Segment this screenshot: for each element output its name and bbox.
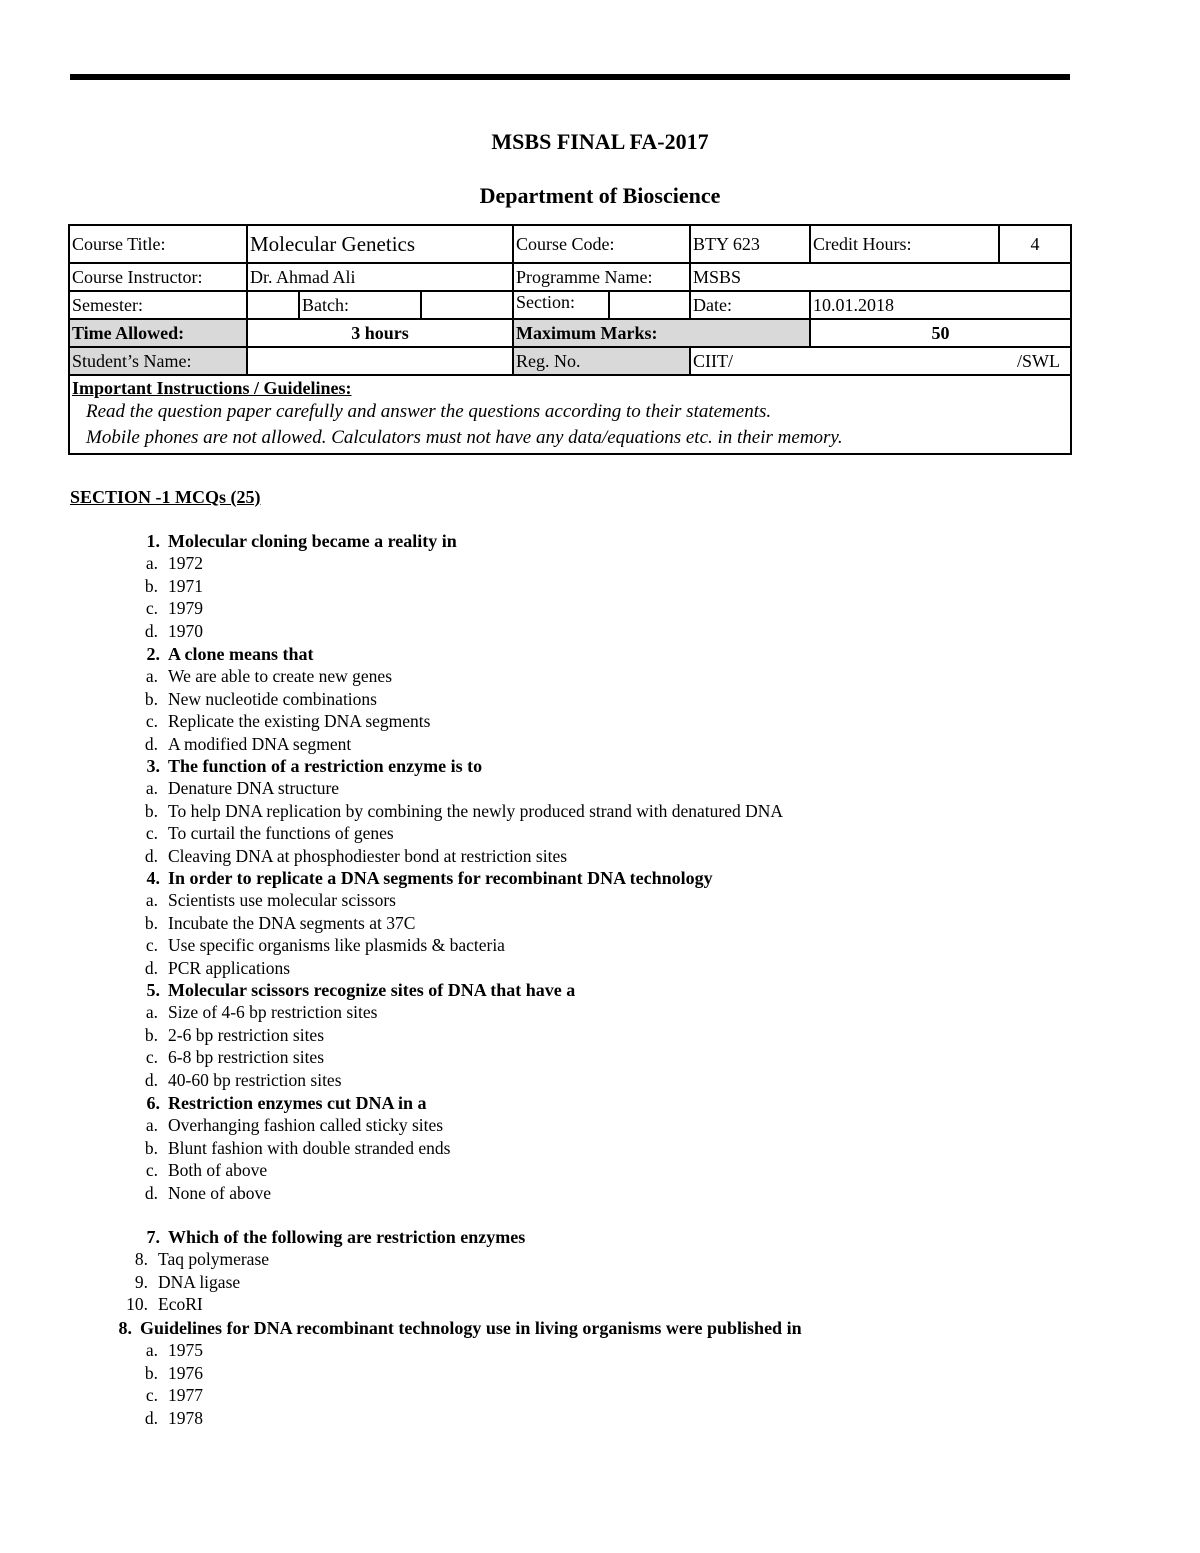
question-7 [124, 1227, 525, 1248]
question-number: 6. [146, 1093, 160, 1113]
section-heading: SECTION -1 MCQs (25) [70, 487, 261, 507]
question-text: The function of a restriction enzyme is to [168, 756, 483, 776]
time-allowed-label: Time Allowed: [69, 319, 247, 347]
option-label: d. [144, 1182, 158, 1203]
answer-option[interactable] [130, 1340, 203, 1361]
option-text: 1979 [168, 598, 203, 619]
option-text: To help DNA replication by combining the newly produced strand with denatured DNA [168, 800, 784, 821]
option-label: 8. [134, 1249, 148, 1269]
answer-option[interactable] [130, 1183, 271, 1204]
course-code-value: BTY 623 [690, 225, 810, 263]
option-text: Overhanging fashion called sticky sites [168, 1115, 444, 1135]
question-number: 7. [146, 1227, 160, 1247]
question-number: 4. [146, 868, 160, 888]
question-8 [96, 1318, 802, 1339]
answer-option[interactable] [130, 1047, 324, 1068]
option-label: a. [145, 1340, 158, 1360]
instructions-box [69, 375, 1071, 454]
question-text: In order to replicate a DNA segments for recombinant DNA technology [168, 868, 713, 888]
option-text: 2-6 bp restriction sites [168, 1024, 325, 1045]
question-number: 2. [146, 644, 160, 664]
question-text: Restriction enzymes cut DNA in a [168, 1093, 427, 1113]
semester-label: Semester: [69, 291, 247, 319]
instructions-heading: Important Instructions / Guidelines: [72, 378, 352, 398]
option-text: To curtail the functions of genes [168, 823, 394, 844]
answer-option[interactable] [130, 689, 377, 710]
option-text: 1970 [168, 620, 203, 641]
date-value: 10.01.2018 [810, 291, 1071, 319]
answer-option[interactable] [120, 1249, 269, 1270]
option-label: b. [144, 800, 158, 821]
option-label: c. [145, 1047, 158, 1068]
reg-no-suffix: /SWL [1017, 350, 1061, 371]
reg-no-prefix: CIIT/ [693, 350, 734, 371]
option-label: d. [144, 733, 158, 754]
instructor-value: Dr. Ahmad Ali [247, 263, 513, 291]
answer-option[interactable] [130, 576, 203, 597]
option-label: c. [145, 711, 158, 732]
question-number: 8. [118, 1318, 132, 1338]
option-text: Cleaving DNA at phosphodiester bond at restriction sites [168, 845, 568, 866]
section-label: Section: [514, 292, 610, 318]
option-text: DNA ligase [158, 1271, 241, 1292]
option-text: Blunt fashion with double stranded ends [168, 1137, 451, 1158]
question-number: 1. [146, 531, 160, 551]
course-code-label: Course Code: [513, 225, 690, 263]
option-text: 40-60 bp restriction sites [168, 1069, 342, 1090]
option-label: b. [144, 912, 158, 933]
question-text: Molecular scissors recognize sites of DNA that have a [168, 980, 576, 1000]
option-label: d. [144, 1407, 158, 1428]
option-text: Scientists use molecular scissors [168, 890, 396, 910]
question-6 [124, 1093, 426, 1114]
programme-label: Programme Name: [513, 263, 690, 291]
section-value[interactable] [610, 292, 689, 318]
date-label: Date: [690, 291, 810, 319]
answer-option[interactable] [130, 913, 415, 934]
option-text: 6-8 bp restriction sites [168, 1047, 325, 1068]
option-text: Size of 4-6 bp restriction sites [168, 1002, 378, 1022]
option-label: b. [144, 575, 158, 596]
programme-value: MSBS [690, 263, 1071, 291]
batch-label: Batch: [299, 291, 421, 319]
answer-option[interactable] [130, 666, 392, 687]
semester-value[interactable] [247, 291, 299, 319]
question-5 [124, 980, 575, 1001]
course-title-value: Molecular Genetics [247, 225, 513, 263]
option-label: d. [144, 957, 158, 978]
department-title: Department of Bioscience [479, 183, 721, 208]
answer-option[interactable] [130, 958, 290, 979]
answer-option[interactable] [130, 621, 203, 642]
option-label: a. [145, 1002, 158, 1022]
option-label: d. [144, 1069, 158, 1090]
option-label: b. [144, 1137, 158, 1158]
answer-option[interactable] [130, 1002, 377, 1023]
answer-option[interactable] [130, 598, 203, 619]
question-4 [124, 868, 713, 889]
instruction-line: Mobile phones are not allowed. Calculators must not have any data/equations etc. in their memory. [86, 427, 843, 448]
option-label: b. [144, 1362, 158, 1383]
option-text: Taq polymerase [158, 1249, 270, 1269]
answer-option[interactable] [130, 1363, 203, 1384]
option-text: We are able to create new genes [168, 666, 393, 686]
instruction-line: Read the question paper carefully and answer the questions according to their statements. [86, 401, 772, 422]
answer-option[interactable] [130, 711, 430, 732]
student-name-value[interactable] [247, 347, 513, 375]
option-text: Use specific organisms like plasmids & bacteria [168, 935, 505, 956]
option-text: Denature DNA structure [168, 778, 340, 798]
option-label: c. [145, 823, 158, 844]
course-title-label: Course Title: [69, 225, 247, 263]
answer-option[interactable] [130, 890, 396, 911]
option-label: a. [145, 778, 158, 798]
max-marks-label: Maximum Marks: [513, 319, 810, 347]
option-label: c. [145, 598, 158, 619]
option-text: 1975 [168, 1340, 203, 1360]
option-text: EcoRI [158, 1294, 203, 1315]
answer-option[interactable] [120, 1272, 240, 1293]
max-marks-value: 50 [810, 319, 1071, 347]
answer-option[interactable] [130, 734, 351, 755]
instructor-label: Course Instructor: [69, 263, 247, 291]
reg-no-label: Reg. No. [513, 347, 690, 375]
option-label: b. [144, 688, 158, 709]
question-3 [124, 756, 482, 777]
answer-option[interactable] [130, 1070, 342, 1091]
answer-option[interactable] [130, 1025, 324, 1046]
question-text: A clone means that [168, 644, 314, 664]
option-label: c. [145, 1385, 158, 1406]
option-text: Both of above [168, 1160, 268, 1181]
option-label: a. [145, 553, 158, 573]
option-text: New nucleotide combinations [168, 688, 377, 709]
exam-title: MSBS FINAL FA-2017 [491, 129, 709, 154]
answer-option[interactable] [130, 1160, 267, 1181]
answer-option[interactable] [130, 553, 203, 574]
answer-option[interactable] [130, 935, 505, 956]
header-rule [70, 74, 1070, 80]
option-label: c. [145, 1160, 158, 1181]
question-text: Which of the following are restriction enzymes [168, 1227, 526, 1247]
option-text: A modified DNA segment [168, 733, 352, 754]
answer-option[interactable] [120, 1294, 203, 1315]
option-label: 10. [126, 1294, 148, 1315]
reg-no-cell[interactable] [690, 347, 1071, 375]
time-allowed-value: 3 hours [247, 319, 513, 347]
batch-value[interactable] [421, 291, 513, 319]
question-number: 5. [146, 980, 160, 1000]
option-text: Incubate the DNA segments at 37C [168, 912, 416, 933]
answer-option[interactable] [130, 1408, 203, 1429]
option-label: d. [144, 845, 158, 866]
option-text: 1972 [168, 553, 203, 573]
option-text: None of above [168, 1182, 272, 1203]
student-name-label: Student’s Name: [69, 347, 247, 375]
answer-option[interactable] [130, 778, 339, 799]
credit-hours-value: 4 [999, 225, 1071, 263]
answer-option[interactable] [130, 1138, 450, 1159]
answer-option[interactable] [130, 846, 567, 867]
answer-option[interactable] [130, 1115, 443, 1136]
answer-option[interactable] [130, 823, 394, 844]
option-text: 1978 [168, 1407, 203, 1428]
option-label: a. [145, 666, 158, 686]
question-2 [124, 644, 314, 665]
question-text: Guidelines for DNA recombinant technology use in living organisms were published in [140, 1318, 802, 1338]
answer-option[interactable] [130, 801, 783, 822]
option-label: a. [145, 890, 158, 910]
question-number: 3. [146, 756, 160, 776]
option-label: a. [145, 1115, 158, 1135]
option-text: 1971 [168, 575, 203, 596]
option-text: 1977 [168, 1385, 203, 1406]
option-label: 9. [134, 1271, 148, 1292]
question-text: Molecular cloning became a reality in [168, 531, 457, 551]
answer-option[interactable] [130, 1385, 203, 1406]
option-label: d. [144, 620, 158, 641]
option-text: PCR applications [168, 957, 291, 978]
option-label: b. [144, 1024, 158, 1045]
option-label: c. [145, 935, 158, 956]
option-text: 1976 [168, 1362, 203, 1383]
credit-hours-label: Credit Hours: [810, 225, 999, 263]
course-info-table [68, 224, 1072, 455]
option-text: Replicate the existing DNA segments [168, 711, 431, 732]
section-cell [513, 291, 690, 319]
question-1 [124, 531, 457, 552]
